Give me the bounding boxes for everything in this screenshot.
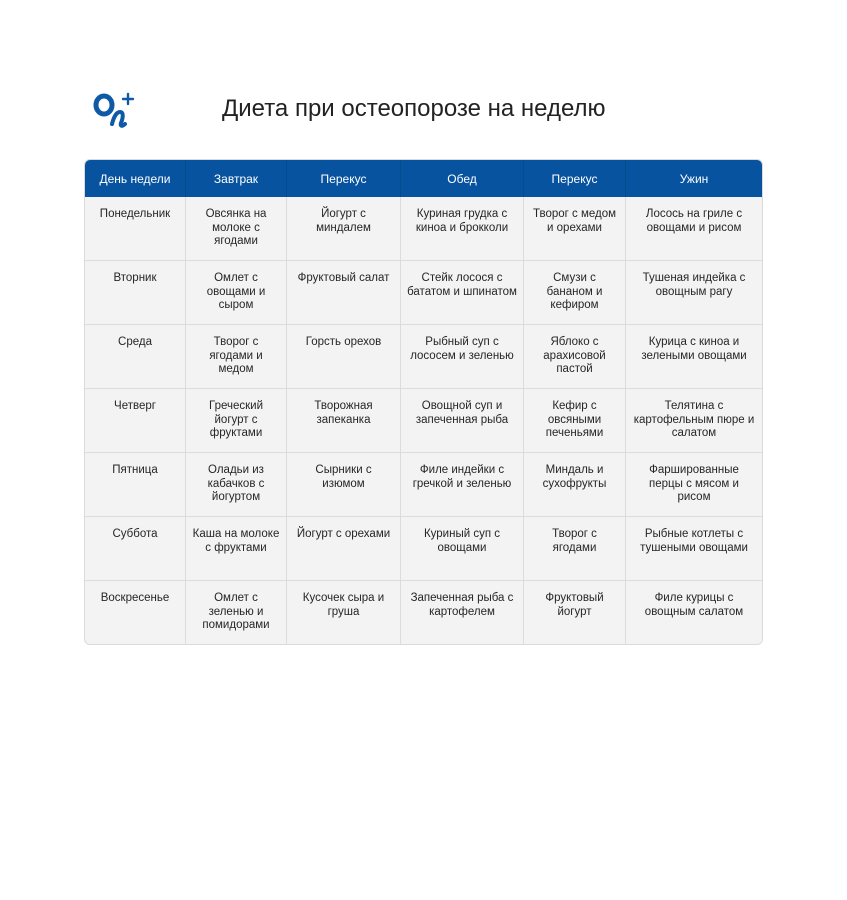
meal-cell: Кефир с овсяными печеньями: [524, 388, 626, 452]
meal-cell: Овощной суп и запеченная рыба: [401, 388, 524, 452]
meal-cell: Филе курицы с овощным салатом: [626, 580, 762, 644]
meal-cell: Творог с ягодами: [524, 516, 626, 580]
meal-cell: Сырники с изюмом: [287, 452, 401, 516]
day-cell: Вторник: [85, 260, 186, 324]
table-header-row: [85, 160, 762, 197]
table-row: [85, 388, 762, 452]
meal-cell: Греческий йогурт с фруктами: [186, 388, 287, 452]
meal-cell: Йогурт с орехами: [287, 516, 401, 580]
meal-cell: Рыбные котлеты с тушеными овощами: [626, 516, 762, 580]
day-cell: Воскресенье: [85, 580, 186, 644]
day-cell: Суббота: [85, 516, 186, 580]
meal-cell: Стейк лосося с бататом и шпинатом: [401, 260, 524, 324]
meal-cell: Омлет с овощами и сыром: [186, 260, 287, 324]
day-cell: Четверг: [85, 388, 186, 452]
column-header-lunch: Обед: [401, 160, 524, 197]
table-row: [85, 580, 762, 644]
table-row: [85, 324, 762, 388]
meal-cell: Тушеная индейка с овощным рагу: [626, 260, 762, 324]
meal-cell: Яблоко с арахисовой пастой: [524, 324, 626, 388]
meal-cell: Куриная грудка с киноа и брокколи: [401, 197, 524, 260]
meal-cell: Смузи с бананом и кефиром: [524, 260, 626, 324]
meal-cell: Оладьи из кабачков с йогуртом: [186, 452, 287, 516]
meal-cell: Творог с медом и орехами: [524, 197, 626, 260]
meal-cell: Творог с ягодами и медом: [186, 324, 287, 388]
column-header-day: День недели: [85, 160, 186, 197]
meal-cell: Курица с киноа и зелеными овощами: [626, 324, 762, 388]
meal-cell: Творожная запеканка: [287, 388, 401, 452]
meal-cell: Куриный суп с овощами: [401, 516, 524, 580]
on-plus-logo-icon: [93, 92, 137, 130]
day-cell: Среда: [85, 324, 186, 388]
meal-cell: Фруктовый салат: [287, 260, 401, 324]
meal-cell: Рыбный суп с лососем и зеленью: [401, 324, 524, 388]
table-row: [85, 452, 762, 516]
table-row: [85, 516, 762, 580]
meal-cell: Кусочек сыра и груша: [287, 580, 401, 644]
meal-cell: Миндаль и сухофрукты: [524, 452, 626, 516]
meal-cell: Горсть орехов: [287, 324, 401, 388]
day-cell: Понедельник: [85, 197, 186, 260]
meal-cell: Фаршированные перцы с мясом и рисом: [626, 452, 762, 516]
column-header-snack-2: Перекус: [524, 160, 626, 197]
meal-cell: Каша на молоке с фруктами: [186, 516, 287, 580]
meal-cell: Овсянка на молоке с ягодами: [186, 197, 287, 260]
meal-cell: Телятина с картофельным пюре и салатом: [626, 388, 762, 452]
day-cell: Пятница: [85, 452, 186, 516]
table-row: [85, 260, 762, 324]
column-header-snack-1: Перекус: [287, 160, 401, 197]
column-header-breakfast: Завтрак: [186, 160, 287, 197]
meal-cell: Фруктовый йогурт: [524, 580, 626, 644]
table-row: [85, 197, 762, 260]
column-header-dinner: Ужин: [626, 160, 762, 197]
weekly-diet-table: [84, 159, 763, 645]
meal-cell: Йогурт с миндалем: [287, 197, 401, 260]
page-title: Диета при остеопорозе на неделю: [222, 95, 606, 122]
meal-cell: Лосось на гриле с овощами и рисом: [626, 197, 762, 260]
meal-cell: Филе индейки с гречкой и зеленью: [401, 452, 524, 516]
meal-cell: Запеченная рыба с картофелем: [401, 580, 524, 644]
meal-cell: Омлет с зеленью и помидорами: [186, 580, 287, 644]
